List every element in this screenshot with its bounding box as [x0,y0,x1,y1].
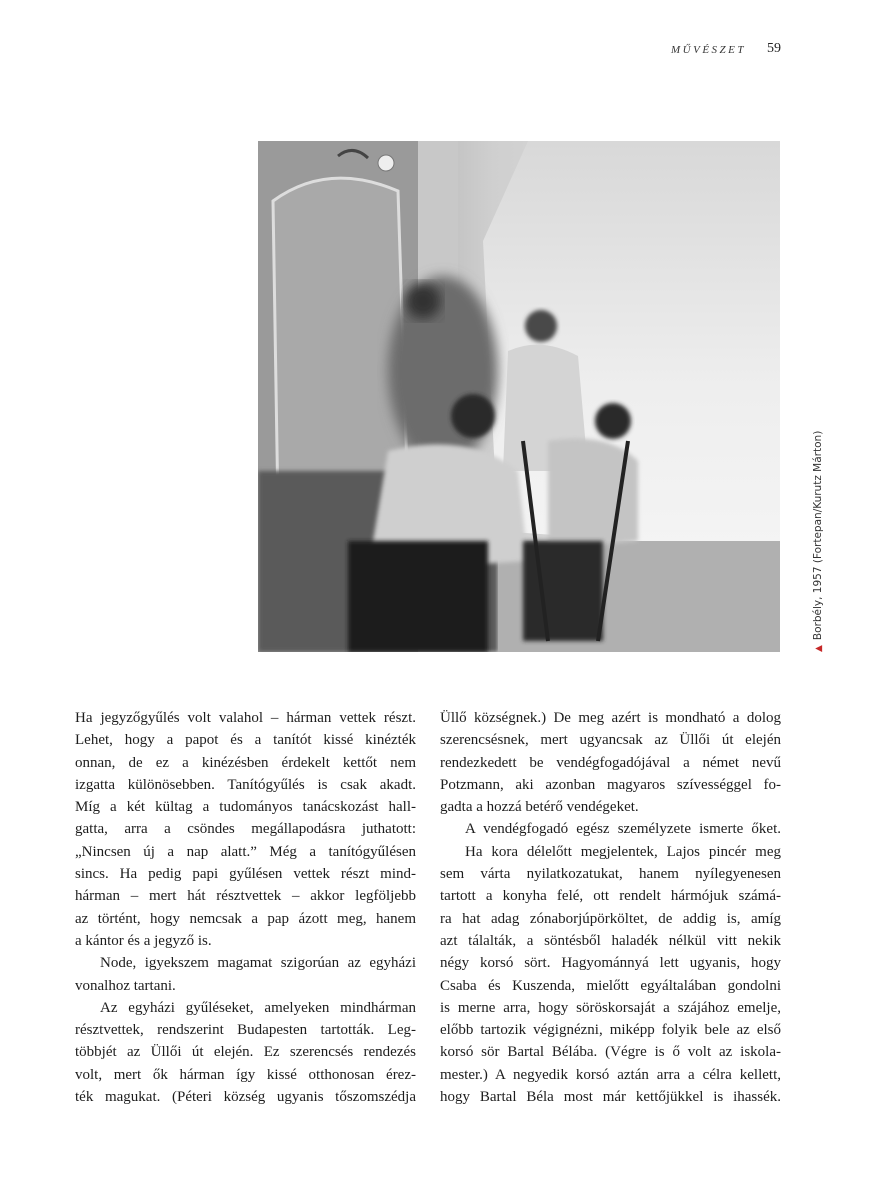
body-text-line: mester.) A negyedik korsó aztán arra a célra kellett, [440,1066,781,1083]
body-text-line: A vendégfogadó egész személyzete ismerte őket. [465,821,781,838]
photo-caption [812,431,824,652]
body-text-line: is merne arra, hogy söröskorsaját a szájához emelje, [440,999,781,1016]
body-text-line: volt, mert ők hárman így kissé otthonosan érez- [75,1066,416,1083]
body-text-line: Ha jegyzőgyűlés volt valahol – hárman vettek részt. [75,710,416,726]
text-column-left [75,707,416,1108]
body-text-line: rendezkedett be vendégfogadójával a német nevű [440,754,781,771]
body-text-line: gadta a hozzá betérő vendégeket. [440,799,639,816]
body-text-line: az történt, hogy nemcsak a pap ázott meg, hanem [75,910,416,927]
body-text-line: többjét az Üllői út elején. Ez szerencsés rendezés [75,1044,416,1061]
body-text-line: vonalhoz tartani. [75,977,176,994]
body-text-line: ték magukat. (Péteri község ugyanis tőszomszédja [75,1089,416,1106]
body-text-line: Ha kora délelőtt megjelentek, Lajos pincér meg [465,843,781,860]
body-text-line: hogy Bartal Béla most már kettőjükkel is ihassék. [440,1089,781,1106]
body-text-line: sincs. Ha pedig papi gyűlésen vettek részt mind- [75,866,416,883]
body-text-line: izgatta különösebben. Tanítógyűlés is csak akadt. [75,776,416,793]
body-text-line: Üllő községnek.) De meg azért is mondható a dolog [440,710,781,726]
body-text-line: onnan, de ez a kinézésben érdekelt kettőt nem [75,754,416,771]
photo-caption-text: Borbély, 1957 (Fortepan/Kurutz Márton) [812,430,824,641]
body-text-line: résztvettek, rendszerint Budapesten tartották. Leg- [75,1022,416,1039]
body-text-line: Az egyházi gyűléseket, amelyeken mindhárman [100,999,416,1016]
running-head-section: MŰVÉSZET [671,44,746,56]
body-text-line: „Nincsen új a nap alatt.” Még a tanítógyűlésen [75,843,416,860]
body-text-line: gatta, arra a csöndes megállapodásra juthatott: [75,821,416,838]
body-text-line: négy korsó sört. Hagyománnyá lett ugyanis, hogy [440,955,781,972]
triangle-marker-icon: ▲ [814,645,824,652]
body-text-line: Csaba és Kuszenda, mielőtt egyáltalában gondolni [440,977,781,994]
body-text-line: tartott a konyha felé, ott rendelt hármójuk számá- [440,888,781,905]
body-text-line: Míg a két kültag a tudományos tanácskozást hall- [75,799,416,816]
body-text-line: szerencsésnek, mert ugyancsak az Üllői út elején [440,732,781,749]
body-text-line: ra hat adag zónaborjúpörköltet, de addig is, amíg [440,910,781,927]
body-text-line: Lehet, hogy a papot és a tanítót kissé kinézték [75,732,416,749]
page-number: 59 [767,41,781,56]
body-text-line: azt tálalták, a söntésből haladék nélkül vitt nekik [440,932,781,949]
body-text-line: Node, igyekszem magamat szigorúan az egyházi [100,955,416,972]
body-text-line: hárman – mert hát résztvettek – akkor legföljebb [75,888,416,905]
barbershop-photo [258,141,780,652]
body-text-line: előbb tartozik végignézni, miképp folyik bele az első [440,1022,781,1039]
text-column-right [440,707,781,1108]
body-text-line: sem várta nyilatkozatukat, hanem nyílegyenesen [440,866,781,883]
body-text-line: korsó sör Bartal Bélába. (Végre is ő volt az iskola- [440,1044,781,1061]
body-text-line: Potzmann, aki azonban magyaros szívességgel fo- [440,776,781,793]
body-text-line: a kántor és a jegyző is. [75,932,212,949]
